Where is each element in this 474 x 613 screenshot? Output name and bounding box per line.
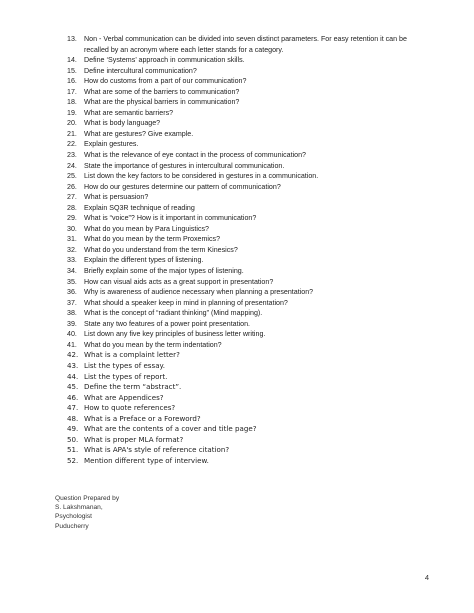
question-text: Explain the different types of listening. (84, 256, 204, 265)
question-text: Define ‘Systems’ approach in communication skills. (84, 56, 245, 65)
question-item (67, 108, 422, 119)
question-number: 39. (67, 319, 77, 328)
question-text: What is body language? (84, 119, 161, 128)
question-text: How do our gestures determine our pattern of communication? (84, 182, 281, 191)
question-item (67, 66, 422, 77)
question-number: 24. (67, 161, 77, 170)
question-text: Mention different type of interview. (84, 455, 209, 465)
question-text: Non - Verbal communication can be divided into seven distinct parameters. For easy retention it can be recalled by an acronym where each letter stands for a category. (84, 35, 407, 54)
question-number: 36. (67, 288, 77, 297)
question-text: State any two features of a power point presentation. (84, 319, 251, 328)
question-text: Explain SQ3R technique of reading (84, 203, 195, 212)
author-title: Psychologist (55, 513, 93, 521)
question-item (67, 340, 422, 351)
question-number: 41. (67, 340, 77, 349)
question-text: How do customs from a part of our communication? (84, 77, 247, 86)
question-text: What are the contents of a cover and title page? (84, 424, 257, 434)
question-text: What are semantic barriers? (84, 108, 174, 117)
question-number: 23. (67, 151, 77, 160)
question-text: What is persuasion? (84, 193, 149, 202)
question-item (67, 382, 422, 393)
question-number: 21. (67, 129, 77, 138)
question-item (67, 372, 422, 383)
question-item (67, 255, 422, 266)
question-item (67, 287, 422, 298)
question-number: 16. (67, 77, 77, 86)
question-item (67, 213, 422, 224)
question-item (67, 424, 422, 435)
question-text: Explain gestures. (84, 140, 139, 149)
question-item (67, 224, 422, 235)
question-item (67, 192, 422, 203)
question-item (67, 329, 422, 340)
question-item (67, 234, 422, 245)
question-item (67, 298, 422, 309)
question-number: 52. (67, 455, 79, 465)
question-text: What are some of the barriers to communication? (84, 87, 240, 96)
question-item (67, 203, 422, 214)
question-text: What is “voice”? How is it important in communication? (84, 214, 257, 223)
question-text: What is a complaint letter? (84, 350, 180, 360)
question-item (67, 34, 422, 55)
question-item (67, 266, 422, 277)
question-number: 27. (67, 193, 77, 202)
question-text: List the types of essay. (84, 360, 165, 370)
question-text: What is the concept of “radiant thinking” (Mind mapping). (84, 309, 263, 318)
question-item (67, 319, 422, 330)
question-number: 51. (67, 445, 79, 455)
question-text: List down the key factors to be considered in gestures in a communication. (84, 172, 319, 181)
question-number: 46. (67, 392, 79, 402)
question-item (67, 414, 422, 425)
question-number: 40. (67, 330, 77, 339)
question-item (67, 55, 422, 66)
question-text: What do you mean by Para Linguistics? (84, 224, 209, 233)
question-text: What are the physical barriers in communication? (84, 98, 240, 107)
question-item (67, 456, 422, 467)
question-number: 28. (67, 203, 77, 212)
question-number: 19. (67, 108, 77, 117)
question-text: Why is awareness of audience necessary when planning a presentation? (84, 288, 314, 297)
question-number: 18. (67, 98, 77, 107)
question-text: What do you understand from the term Kinesics? (84, 245, 238, 254)
question-item (67, 129, 422, 140)
question-number: 33. (67, 256, 77, 265)
question-item (67, 118, 422, 129)
question-number: 34. (67, 267, 77, 276)
question-text: State the importance of gestures in intercultural communication. (84, 161, 285, 170)
question-text: How to quote references? (84, 403, 176, 413)
question-text: What is a Preface or a Foreword? (84, 413, 201, 423)
question-item (67, 403, 422, 414)
question-number: 47. (67, 403, 79, 413)
question-text: What do you mean by the term indentation? (84, 340, 222, 349)
question-text: List the types of report. (84, 371, 168, 381)
question-item (67, 308, 422, 319)
question-text: What are gestures? Give example. (84, 129, 194, 138)
question-item (67, 97, 422, 108)
question-item (67, 150, 422, 161)
question-item (67, 76, 422, 87)
question-number: 25. (67, 172, 77, 181)
page-number: 4 (424, 573, 429, 582)
question-item (67, 245, 422, 256)
question-text: Define intercultural communication? (84, 66, 197, 75)
question-number: 31. (67, 235, 77, 244)
question-number: 30. (67, 224, 77, 233)
author-block (55, 494, 119, 531)
question-item (67, 87, 422, 98)
question-text: What do you mean by the term Proxemics? (84, 235, 221, 244)
author-name: S. Lakshmanan, (55, 504, 103, 512)
question-number: 22. (67, 140, 77, 149)
question-number: 50. (67, 434, 79, 444)
question-number: 14. (67, 56, 77, 65)
question-number: 48. (67, 413, 79, 423)
question-number: 26. (67, 182, 77, 191)
question-item (67, 435, 422, 446)
prepared-by-label: Question Prepared by (55, 495, 120, 502)
question-item (67, 277, 422, 288)
question-item (67, 350, 422, 361)
question-text: What is the relevance of eye contact in the process of communication? (84, 151, 306, 160)
question-text: How can visual aids acts as a great support in presentation? (84, 277, 274, 286)
question-item (67, 139, 422, 150)
question-item (67, 171, 422, 182)
question-text: What should a speaker keep in mind in planning of presentation? (84, 298, 288, 307)
question-text: List down any five key principles of business letter writing. (84, 330, 266, 339)
question-text: Briefly explain some of the major types of listening. (84, 267, 244, 276)
question-number: 45. (67, 382, 79, 392)
question-number: 15. (67, 66, 77, 75)
question-text: What are Appendices? (84, 392, 164, 402)
question-text: Define the term “abstract”. (84, 382, 182, 392)
question-item (67, 393, 422, 404)
question-text: What is APA's style of reference citation? (84, 445, 230, 455)
question-number: 13. (67, 35, 77, 43)
question-list (67, 34, 422, 466)
question-number: 37. (67, 298, 77, 307)
question-number: 29. (67, 214, 77, 223)
question-item (67, 445, 422, 456)
question-item (67, 161, 422, 172)
question-item (67, 182, 422, 193)
question-text: What is proper MLA format? (84, 434, 184, 444)
question-number: 20. (67, 119, 77, 128)
question-item (67, 361, 422, 372)
question-number: 17. (67, 87, 77, 96)
question-number: 49. (67, 424, 79, 434)
question-number: 38. (67, 309, 77, 318)
question-number: 44. (67, 371, 79, 381)
author-location: Puducherry (55, 522, 89, 530)
question-number: 43. (67, 360, 79, 370)
question-number: 35. (67, 277, 77, 286)
question-number: 42. (67, 350, 79, 360)
question-number: 32. (67, 245, 77, 254)
